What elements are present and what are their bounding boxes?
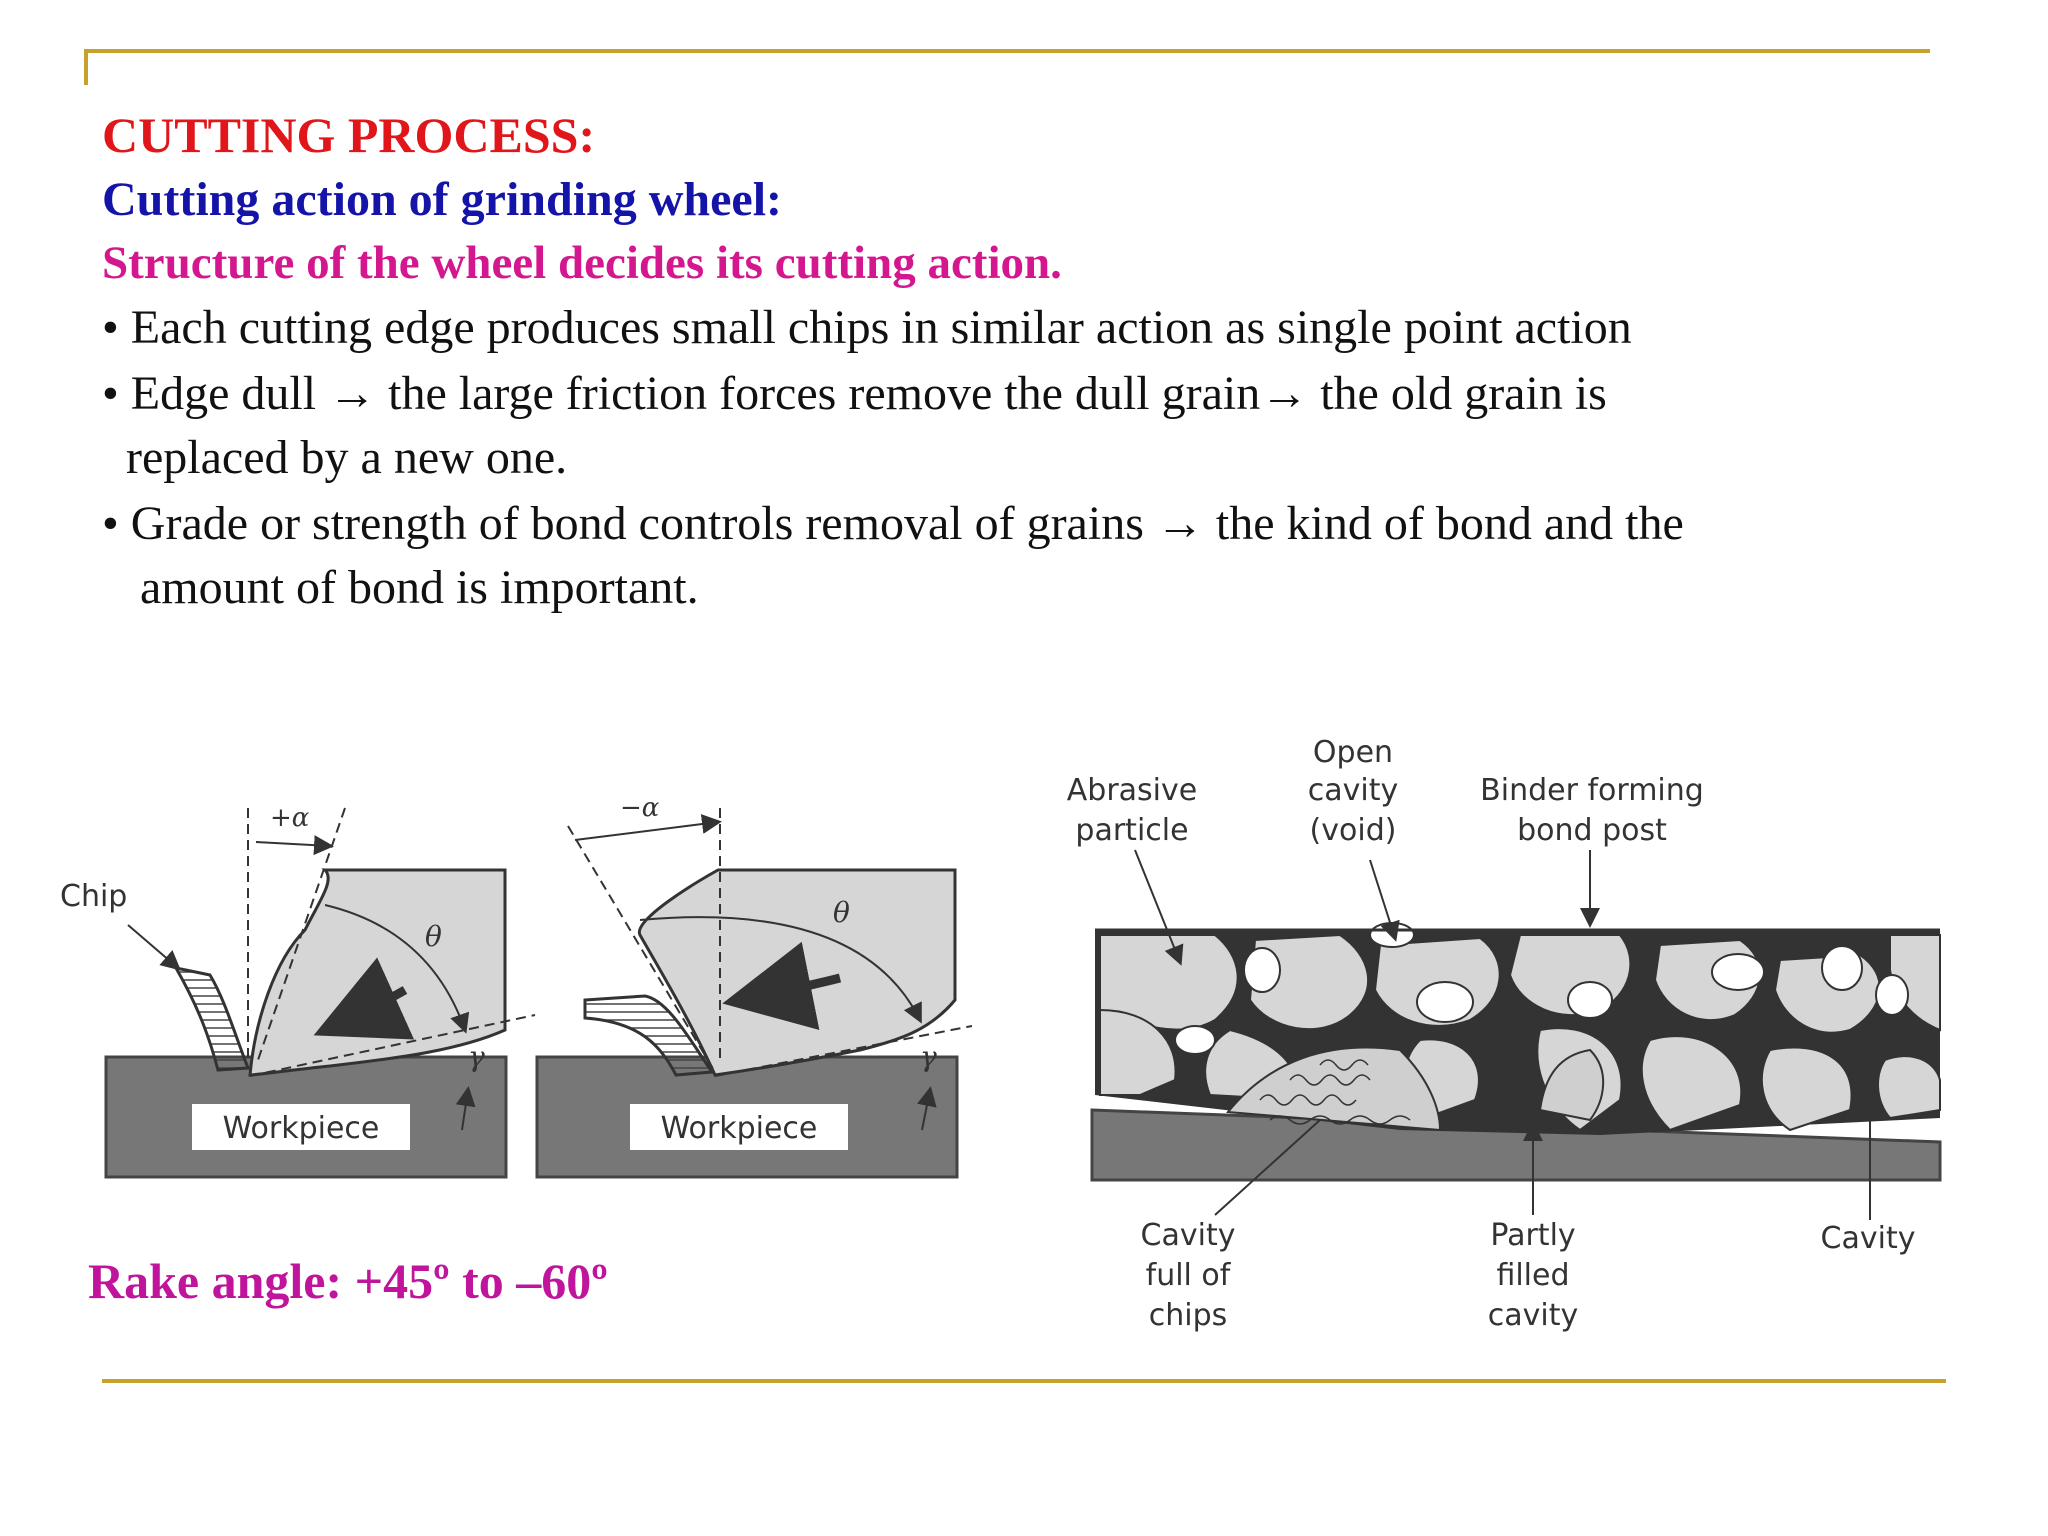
void-3 xyxy=(1417,982,1473,1022)
slide-statement: Structure of the wheel decides its cutting action. xyxy=(102,237,1062,289)
void-8 xyxy=(1175,1026,1215,1054)
chip-label: Chip xyxy=(60,879,128,914)
positive-rake-figure xyxy=(60,803,535,1177)
partly-label-1: Partly xyxy=(1490,1218,1576,1253)
binder-label-1: Binder forming xyxy=(1480,773,1704,808)
bullet-2-continued: replaced by a new one. xyxy=(126,431,568,484)
abrasive-label-2: particle xyxy=(1075,813,1189,848)
positive-alpha-label: +α xyxy=(270,803,310,833)
workpiece-label-1: Workpiece xyxy=(222,1111,380,1146)
open-label-1: Open xyxy=(1312,735,1394,770)
chips-cavity-label-1: Cavity xyxy=(1140,1218,1236,1253)
void-1 xyxy=(1244,948,1280,992)
void-5 xyxy=(1712,954,1764,990)
bullet-1: • Each cutting edge produces small chips in similar action as single point action xyxy=(102,301,1632,354)
void-4 xyxy=(1568,982,1612,1018)
bullet-3: • Grade or strength of bond controls removal of grains → the kind of bond and the xyxy=(102,497,1684,550)
negative-rake-figure xyxy=(537,793,972,1177)
slide-title: CUTTING PROCESS: xyxy=(102,107,596,163)
chip-shape xyxy=(176,968,248,1070)
alpha-arc-2 xyxy=(575,822,718,840)
open-label-2: cavity xyxy=(1307,773,1399,808)
grain-1 xyxy=(250,870,505,1075)
bottom-rule xyxy=(102,1379,1946,1383)
cavity-label: Cavity xyxy=(1820,1221,1916,1256)
partly-label-3: cavity xyxy=(1487,1298,1579,1333)
chips-cavity-label-2: full of xyxy=(1145,1258,1231,1293)
void-6 xyxy=(1822,946,1862,990)
bullet-3-continued: amount of bond is important. xyxy=(140,561,699,614)
wheel-structure-figure xyxy=(1067,735,1940,1333)
chips-cavity-label-3: chips xyxy=(1148,1298,1228,1333)
binder-label-2: bond post xyxy=(1517,813,1667,848)
negative-alpha-label: −α xyxy=(620,793,660,823)
gamma-label-2: γ xyxy=(920,1040,937,1073)
abrasive-label-1: Abrasive xyxy=(1066,773,1198,808)
chip-pointer xyxy=(128,925,178,968)
theta-label-2: θ xyxy=(833,896,850,929)
grain-n xyxy=(1878,1056,1940,1118)
slide-subtitle: Cutting action of grinding wheel: xyxy=(102,173,783,226)
workpiece-label-2: Workpiece xyxy=(660,1111,818,1146)
open-label-3: (void) xyxy=(1309,813,1397,848)
theta-label-1: θ xyxy=(425,920,442,953)
alpha-arc-1 xyxy=(256,842,330,846)
bullet-2: • Edge dull → the large friction forces remove the dull grain→ the old grain is xyxy=(102,367,1607,420)
rake-angle-note: Rake angle: +45º to –60º xyxy=(88,1253,608,1309)
void-7 xyxy=(1876,975,1908,1015)
partly-label-2: filled xyxy=(1496,1258,1570,1293)
gamma-label-1: γ xyxy=(468,1040,485,1073)
